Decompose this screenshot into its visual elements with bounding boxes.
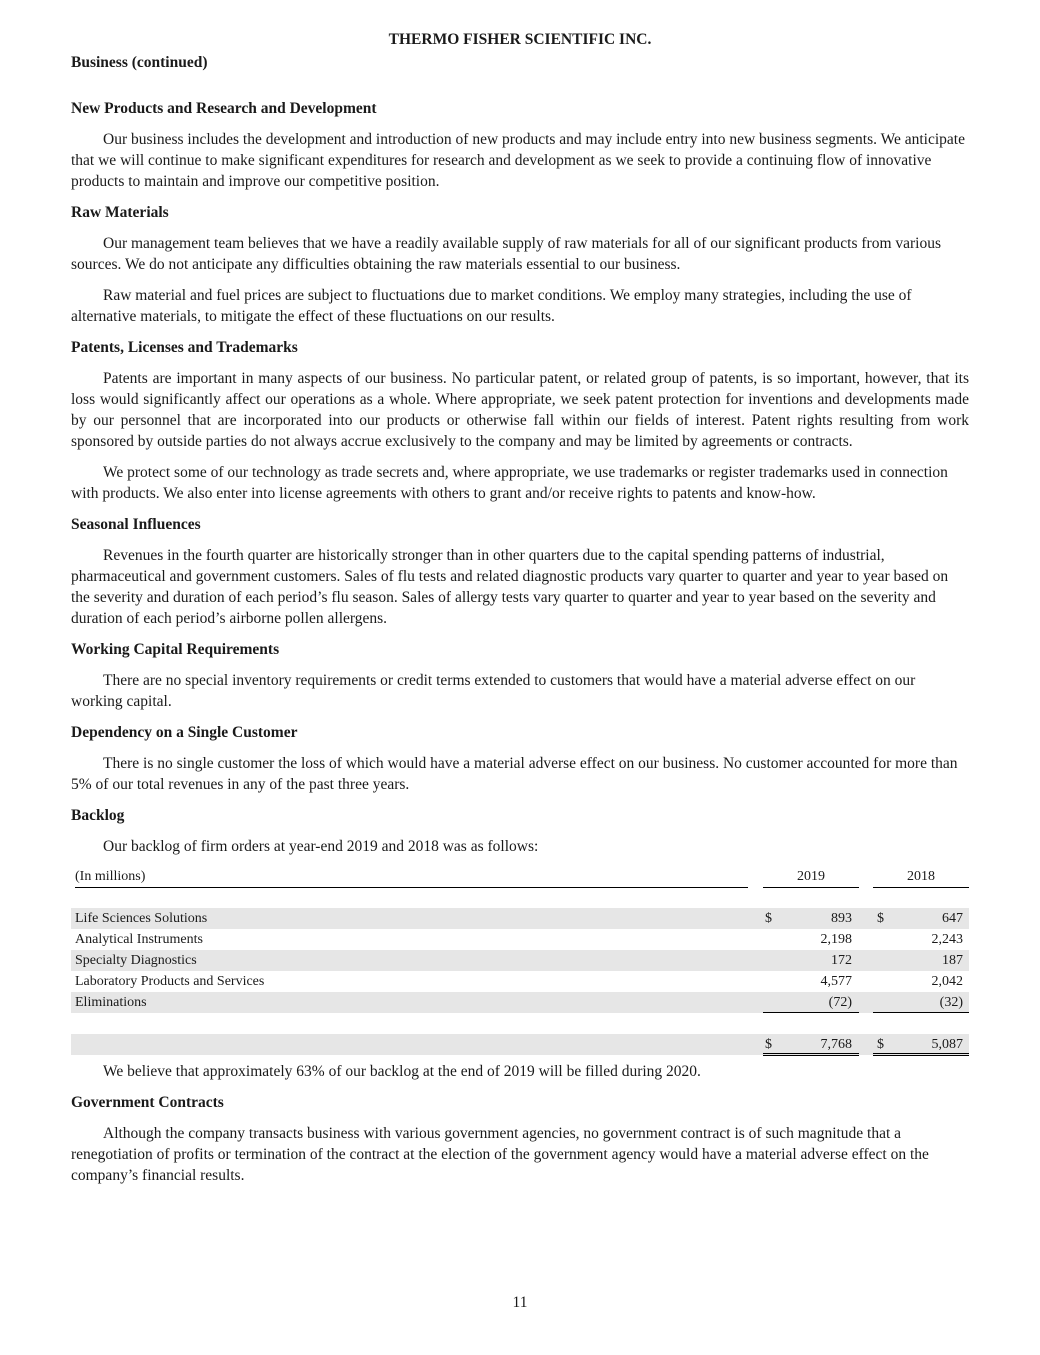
section-heading-new-products: New Products and Research and Development bbox=[71, 100, 377, 117]
unit-label: (In millions) bbox=[75, 867, 748, 888]
paragraph: Patents are important in many aspects of our business. No particular patent, or related group of patents, is so important, however, that its loss would significantly affect our operations as a whole. Where appropriate, we seek patent protection for inventions and developments made by our personnel that are incorporated into our products or otherwise fall within our fields of interest. Patent rights resulting from work sponsored by outside parties do not always accrue exclusively to the company and may be limited by agreements or contracts. bbox=[71, 370, 969, 450]
currency-symbol: $ bbox=[877, 911, 884, 926]
table-row bbox=[71, 908, 969, 929]
value-2019: (72) bbox=[828, 995, 852, 1010]
table-row bbox=[71, 992, 969, 1013]
company-name: THERMO FISHER SCIENTIFIC INC. bbox=[388, 31, 652, 48]
currency-symbol: $ bbox=[877, 1037, 884, 1052]
table-row bbox=[71, 950, 969, 971]
paragraph: There is no single customer the loss of which would have a material adverse effect on our business. No customer accounted for more than 5% of our total revenues in any of the past three years. bbox=[71, 755, 958, 793]
section-heading-working-capital: Working Capital Requirements bbox=[71, 641, 280, 658]
table-header-row bbox=[71, 867, 969, 887]
row-label: Specialty Diagnostics bbox=[75, 953, 197, 968]
page-number: 11 bbox=[512, 1294, 528, 1311]
value-2019: 172 bbox=[831, 953, 852, 968]
table-row bbox=[71, 971, 969, 992]
column-header-2018: 2018 bbox=[873, 867, 969, 888]
value-2018: 187 bbox=[942, 953, 963, 968]
total-double-rule bbox=[873, 1053, 969, 1056]
section-heading-government: Government Contracts bbox=[71, 1094, 224, 1111]
value-2018: 2,042 bbox=[931, 974, 963, 989]
page-content bbox=[71, 98, 969, 1196]
total-2019: 7,768 bbox=[820, 1037, 852, 1052]
paragraph: We believe that approximately 63% of our backlog at the end of 2019 will be filled during 2020. bbox=[103, 1063, 701, 1080]
row-label: Laboratory Products and Services bbox=[75, 974, 265, 989]
section-heading-seasonal: Seasonal Influences bbox=[71, 516, 201, 533]
value-2018: (32) bbox=[939, 995, 963, 1010]
paragraph: Our business includes the development and introduction of new products and may include entry into new business segments. We anticipate that we will continue to make significant expenditures for research and development as we seek to provide a continuing flow of innovative products to maintain and improve our competitive position. bbox=[71, 131, 965, 190]
paragraph: Raw material and fuel prices are subject to fluctuations due to market conditions. We employ many strategies, including the use of alternative materials, to mitigate the effect of these fluctuations on our results. bbox=[71, 287, 912, 325]
running-title: Business (continued) bbox=[71, 54, 208, 71]
value-2019: 4,577 bbox=[820, 974, 852, 989]
paragraph: Although the company transacts business with various government agencies, no government contract is of such magnitude that a renegotiation of profits or termination of the contract at the election of the government agency would have a material adverse effect on the company’s financial results. bbox=[71, 1125, 929, 1184]
currency-symbol: $ bbox=[765, 1037, 772, 1052]
value-2019: 2,198 bbox=[820, 932, 852, 947]
table-spacer bbox=[71, 1013, 969, 1034]
row-label: Analytical Instruments bbox=[75, 932, 203, 947]
column-header-2019: 2019 bbox=[763, 867, 859, 888]
paragraph: There are no special inventory requirements or credit terms extended to customers that would have a material adverse effect on our working capital. bbox=[71, 672, 916, 710]
value-2018: 2,243 bbox=[931, 932, 963, 947]
value-2018: 647 bbox=[942, 911, 963, 926]
total-double-rule bbox=[763, 1053, 859, 1056]
section-heading-dependency: Dependency on a Single Customer bbox=[71, 724, 298, 741]
section-heading-raw-materials: Raw Materials bbox=[71, 204, 169, 221]
table-spacer bbox=[71, 887, 969, 908]
currency-symbol: $ bbox=[765, 911, 772, 926]
backlog-table bbox=[71, 867, 969, 1055]
table-total-row bbox=[71, 1034, 969, 1055]
value-2019: 893 bbox=[831, 911, 852, 926]
paragraph: Our backlog of firm orders at year-end 2019 and 2018 was as follows: bbox=[103, 838, 539, 855]
paragraph: Our management team believes that we have a readily available supply of raw materials for all of our significant products from various sources. We do not anticipate any difficulties obtaining the raw materials essential to our business. bbox=[71, 235, 941, 273]
row-label: Life Sciences Solutions bbox=[75, 911, 208, 926]
section-heading-backlog: Backlog bbox=[71, 807, 125, 824]
row-label: Eliminations bbox=[75, 995, 147, 1010]
table-row bbox=[71, 929, 969, 950]
section-heading-patents: Patents, Licenses and Trademarks bbox=[71, 339, 298, 356]
total-2018: 5,087 bbox=[931, 1037, 963, 1052]
paragraph: Revenues in the fourth quarter are historically stronger than in other quarters due to the capital spending patterns of industrial, pharmaceutical and government customers. Sales of flu tests and related diagnostic products vary quarter to quarter and year to year based on the severity and duration of each period’s flu season. Sales of allergy tests vary quarter to quarter and year to year based on the severity and duration of each period’s airborne pollen allergens. bbox=[71, 547, 949, 627]
paragraph: We protect some of our technology as trade secrets and, where appropriate, we use trademarks or register trademarks used in connection with products. We also enter into license agreements with others to grant and/or receive rights to patents and know-how. bbox=[71, 464, 948, 502]
